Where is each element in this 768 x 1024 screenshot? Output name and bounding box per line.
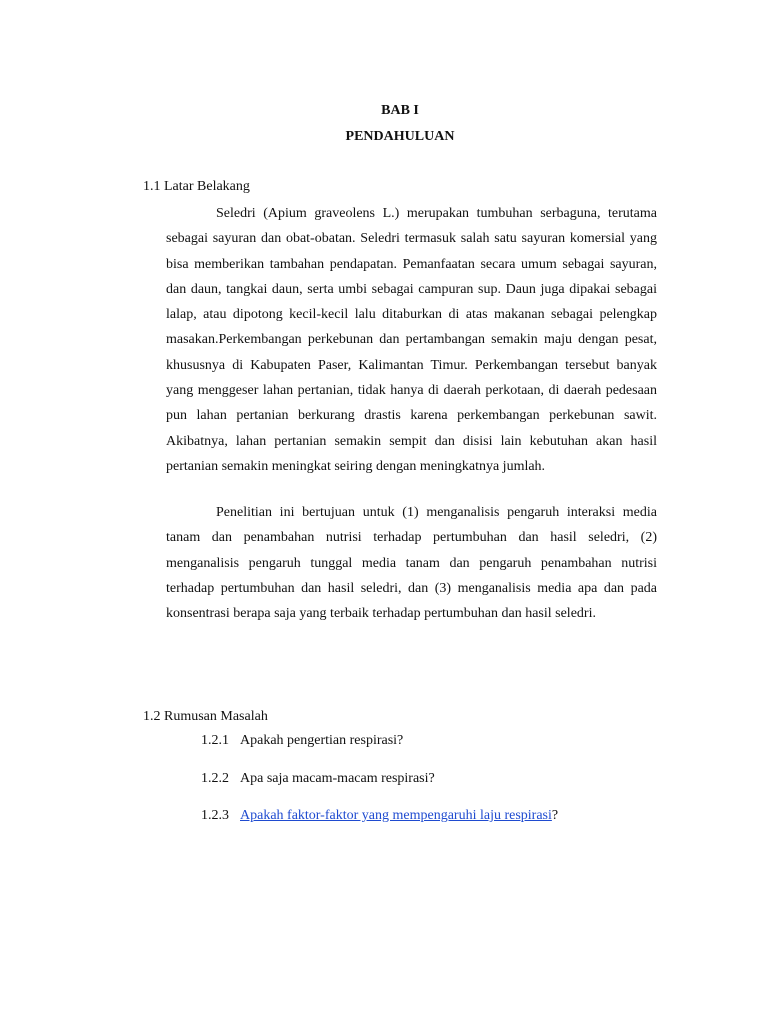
list-item-number: 1.2.3 — [201, 808, 229, 823]
respiration-factors-link[interactable]: Apakah faktor-faktor yang mempengaruhi laju respirasi — [240, 808, 552, 823]
list-item — [201, 808, 558, 824]
list-item-text: Apa saja macam-macam respirasi? — [240, 771, 435, 786]
list-item — [201, 771, 435, 787]
list-item-suffix: ? — [551, 808, 559, 823]
paragraph-background: Seledri (Apium graveolens L.) merupakan tumbuhan serbaguna, terutama sebagai sayuran dan obat-obatan. Seledri termasuk salah satu sayuran komersial yang bisa memberikan tambahan pendapatan. Pemanfaatan secara umum sebagai sayuran, dan daun, tangkai daun, serta umbi sebagai campuran sup. Daun juga dipakai sebagai lalap, atau dipotong kecil-kecil lalu ditaburkan di atas makanan sebagai pelengkap masakan.Perkembangan perkebunan dan pertambangan semakin maju dengan pesat, khususnya di Kabupaten Paser, Kalimantan Timur. Perkembangan tersebut banyak yang menggeser lahan pertanian, tidak hanya di daerah perkotaan, di daerah pedesaan pun lahan pertanian berkurang drastis karena perkembangan perkebunan sawit. Akibatnya, lahan pertanian semakin sempit dan disisi lain kebutuhan akan hasil pertanian semakin meningkat seiring dengan meningkatnya jumlah. — [166, 206, 657, 474]
section-heading-latar-belakang: 1.1 Latar Belakang — [143, 179, 250, 194]
list-item-text: Apakah pengertian respirasi? — [240, 733, 404, 748]
list-item-number: 1.2.2 — [201, 771, 229, 786]
chapter-title: PENDAHULUAN — [345, 129, 455, 144]
list-item — [201, 733, 403, 749]
section-heading-rumusan-masalah: 1.2 Rumusan Masalah — [143, 709, 268, 724]
paragraph-research-aims: Penelitian ini bertujuan untuk (1) menganalisis pengaruh interaksi media tanam dan penambahan nutrisi terhadap pertumbuhan dan hasil seledri, (2) menganalisis pengaruh tunggal media tanam dan pengaruh penambahan nutrisi terhadap pertumbuhan dan hasil seledri, dan (3) menganalisis media apa dan pada konsentrasi berapa saja yang terbaik terhadap pertumbuhan dan hasil seledri. — [166, 505, 657, 622]
chapter-number: BAB I — [381, 103, 419, 118]
list-item-number: 1.2.1 — [201, 733, 229, 748]
